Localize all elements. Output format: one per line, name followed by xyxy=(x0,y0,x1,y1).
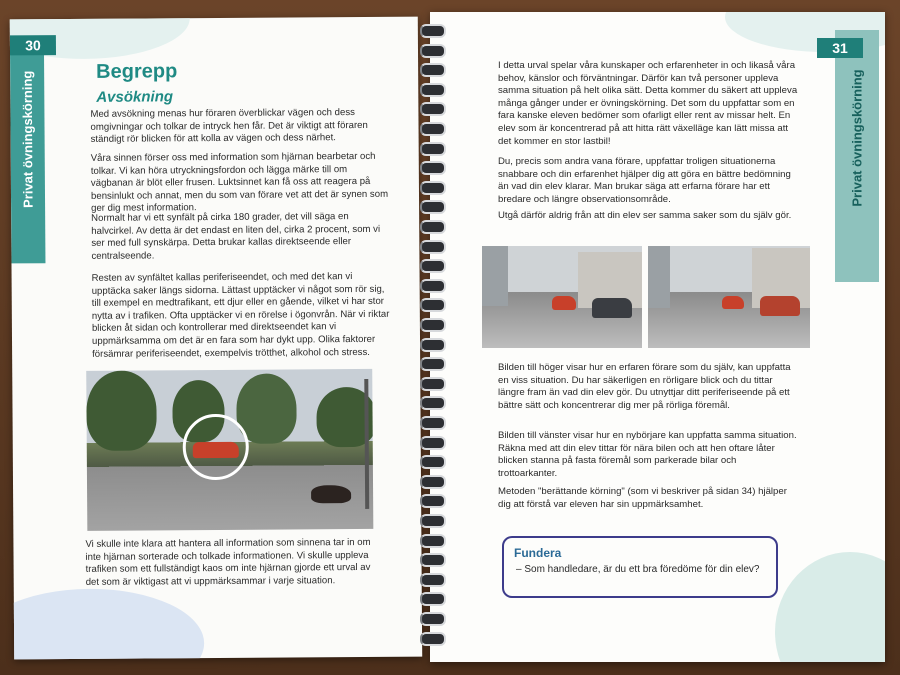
spiral-ring xyxy=(420,220,446,234)
parked-car xyxy=(592,298,632,318)
spiral-ring xyxy=(420,357,446,371)
side-label: Privat övningskörning xyxy=(19,70,36,208)
spiral-ring xyxy=(420,553,446,567)
paragraph: Bilden till vänster visar hur en nybörjare kan uppfatta samma situation. Räkna med att din elev tittar för nära bilen och att hen oftare låter blicken stanna på fasta föremål som parkerade bilar och trottoarkanter. xyxy=(498,430,797,479)
spiral-ring xyxy=(420,534,446,548)
side-tab xyxy=(10,39,46,263)
spiral-ring xyxy=(420,592,446,606)
spiral-ring xyxy=(420,122,446,136)
road-photo xyxy=(86,369,373,531)
decor-shape xyxy=(10,588,205,659)
spiral-ring xyxy=(420,338,446,352)
spiral-ring xyxy=(420,612,446,626)
spiral-ring xyxy=(420,63,446,77)
spiral-ring xyxy=(420,318,446,332)
spiral-ring xyxy=(420,436,446,450)
paragraph: I detta urval spelar våra kunskaper och erfarenheter in och likaså våra behov, känslor och förväntningar. Därför kan två personer uppleva samma situation på helt olika sätt. Detta kommer du säkert att uppleva många gånger under er övningskörning. Det som du uppfattar som en fara kanske eleven bedömer som ofarligt eller rent av missar helt. En elev som är koncentrerad på att hitta rätt växelläge kan lätt missa att det kommer en stor lastbil! xyxy=(498,60,798,147)
side-label: Privat övningskörning xyxy=(849,69,865,207)
building xyxy=(482,246,508,306)
page-number: 30 xyxy=(10,35,56,55)
tree xyxy=(86,370,157,450)
spiral-ring xyxy=(420,83,446,97)
reflection-box xyxy=(502,536,778,598)
spiral-ring xyxy=(420,396,446,410)
red-car xyxy=(552,296,576,310)
paragraph: Bilden till höger visar hur en erfaren förare som du själv, kan uppfatta en viss situation. Du har säkerligen en rörligare blick och du tittar längre fram än vad din elev gör. Du utnyttjar ditt periferiseende på ett bättre sätt och koncentrerar dig mer på rörliga föremål. xyxy=(498,362,791,411)
street-photo-experienced xyxy=(648,246,810,348)
page-number: 31 xyxy=(817,38,863,58)
reflection-title: Fundera xyxy=(514,546,562,560)
paragraph: Du, precis som andra vana förare, uppfattar troligen situationerna snabbare och din erfarenhet hjälper dig att göra en bättre bedömning än vad din elev klarar. Man brukar säga att erfarna förare har ett bredare och längre observationsområde. xyxy=(498,156,791,205)
side-tab xyxy=(835,30,879,282)
spiral-ring xyxy=(420,632,446,646)
paragraph: Våra sinnen förser oss med information som hjärnan bearbetar och tolkar. Vi kan höra utryckningsfordon och lägga märke till om vägbanan är blöt eller frusen. Luktsinnet kan få oss att reagera på bensinlukt och annat, men du som van förare vet att det är synen som ger dig mest information. xyxy=(90,150,389,215)
paragraph: Utgå därför aldrig från att din elev ser samma saker som du själv gör. xyxy=(498,210,792,221)
spiral-ring xyxy=(420,161,446,175)
spiral-ring xyxy=(420,298,446,312)
reflection-question: – Som handledare, är du ett bra föredöme för din elev? xyxy=(516,564,760,575)
spiral-ring xyxy=(420,279,446,293)
spiral-ring xyxy=(420,102,446,116)
right-page xyxy=(430,12,885,662)
decor-shape xyxy=(775,552,885,662)
spiral-ring xyxy=(420,475,446,489)
spiral-ring xyxy=(420,142,446,156)
red-car xyxy=(193,442,239,458)
spiral-ring xyxy=(420,455,446,469)
spiral-ring xyxy=(420,200,446,214)
spiral-ring xyxy=(420,573,446,587)
spiral-ring xyxy=(420,24,446,38)
paragraph: Med avsökning menas hur föraren överblickar vägen och dess omgivningar och tolkar de intryck hen får. Det är viktigt att föraren ständigt rör blicken för att kolla av vägen och dess närhet. xyxy=(90,107,368,146)
spiral-ring xyxy=(420,514,446,528)
paragraph: Vi skulle inte klara att hantera all information som sinnena tar in om inte hjärnan sorterade och tolkade informationen. Vi skulle uppleva trafiken som ett fullständigt kaos om inte hjärnan gjorde ett urval av det som är viktigast att vi uppmärksammar i varje situation. xyxy=(85,536,371,588)
spiral-ring xyxy=(420,416,446,430)
spiral-ring xyxy=(420,494,446,508)
spiral-ring xyxy=(420,240,446,254)
section-title: Avsökning xyxy=(96,88,174,106)
paragraph: Resten av synfältet kallas periferiseendet, och med det kan vi upptäcka saker längs sidorna. Lättast upptäcker vi något som rör sig, till exempel en medtrafikant, ett djur eller en gående, vilket vi har stor nytta av i trafiken. Ofta upptäcker vi en rörelse i ögonvrån. När vi riktar blicken åt sidan och kontrollerar med direktseendet kan vi uppmärksamma om det är en fara som har dykt upp. Olika faktorer försämrar periferiseendet, exempelvis trötthet, alkohol och stress. xyxy=(91,271,390,360)
spiral-binding xyxy=(416,10,446,660)
left-page xyxy=(10,17,422,660)
parked-car xyxy=(760,296,800,316)
spiral-ring xyxy=(420,181,446,195)
page-title: Begrepp xyxy=(96,60,178,83)
spiral-ring xyxy=(420,259,446,273)
spiral-ring xyxy=(420,377,446,391)
paragraph: Metoden "berättande körning" (som vi beskriver på sidan 34) hjälper dig att förstå var eleven har sin uppmärksamhet. xyxy=(498,486,787,510)
building xyxy=(648,246,670,308)
street-photo-novice xyxy=(482,246,642,348)
spiral-ring xyxy=(420,44,446,58)
paragraph: Normalt har vi ett synfält på cirka 180 grader, det vill säga en halvcirkel. Av detta är det endast en liten del, cirka 2 procent, som vi ser med full synskärpa. Detta brukar kallas direktseende eller centralseende. xyxy=(91,211,381,262)
red-car xyxy=(722,296,744,309)
dog xyxy=(311,485,351,503)
